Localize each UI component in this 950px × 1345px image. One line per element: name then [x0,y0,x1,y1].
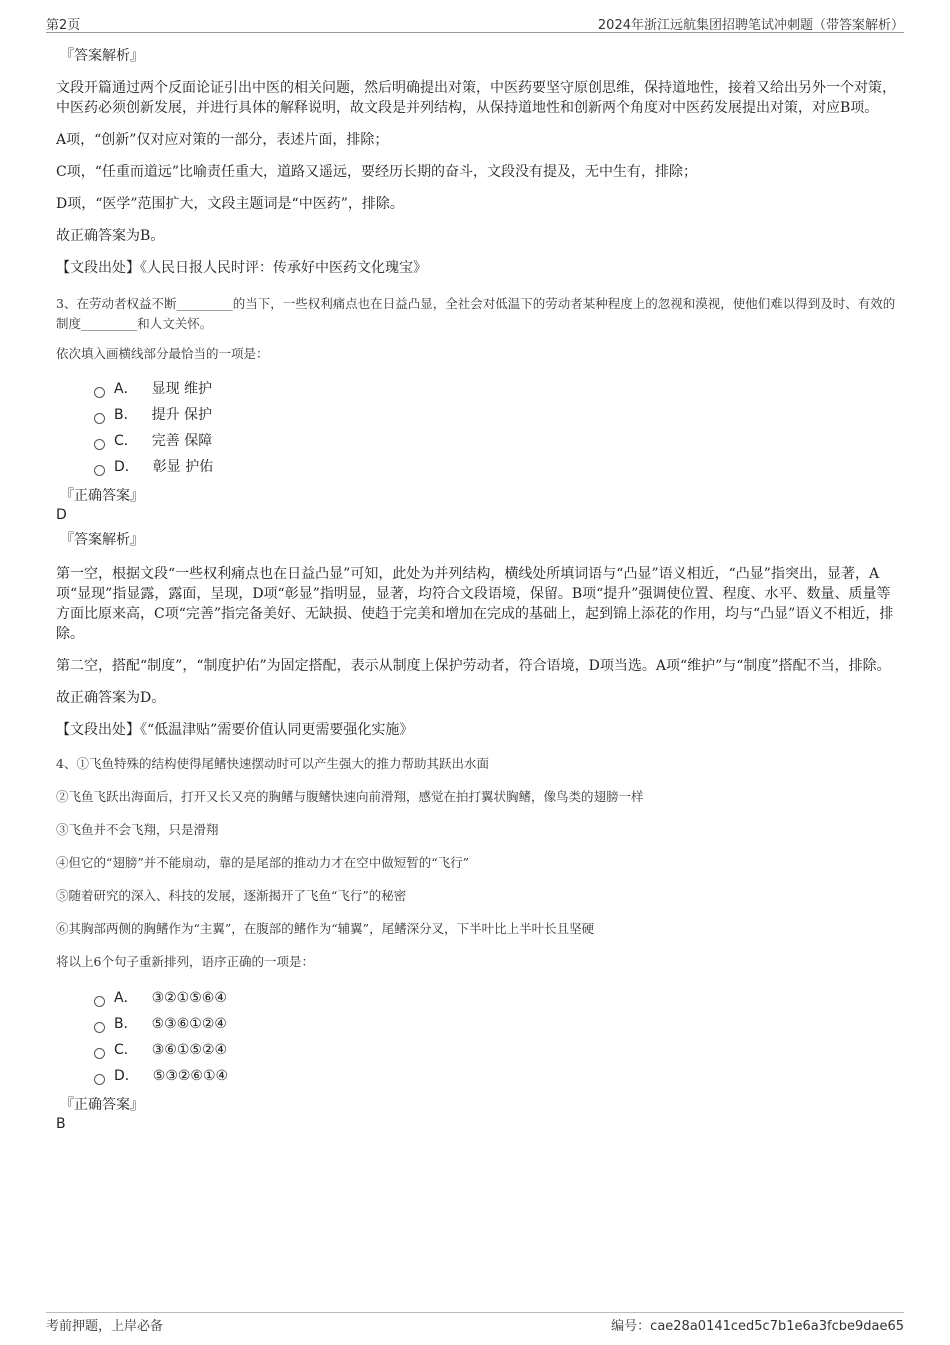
q2-analysis-paragraph: A项，“创新”仅对应对策的一部分，表述片面，排除； [56,132,389,148]
q2-analysis-paragraph: C项，“任重而道远”比喻责任重大，道路又遥远，要经历长期的奋斗，文段没有提及，无中生有，排除； [56,164,698,180]
q3-question: 3、在劳动者权益不断_________的当下，一些权利痛点也在日益凸显，全社会对低温下的劳动者某种程度上的忽视和漠视，使他们难以得到及时、有效的制度_________和人文关怀。 [56,296,896,331]
q4-sentence: ③飞鱼并不会飞翔，只是滑翔 [56,822,219,837]
option-text: ③⑥①⑤②④ [151,1042,228,1058]
footer-slogan: 考前押题，上岸必备 [46,1319,164,1334]
q3-conclusion: 故正确答案为D。 [56,690,166,706]
q4-sentence: ⑤随着研究的深入、科技的发展，逐渐揭开了飞鱼“飞行”的秘密 [56,888,407,903]
q3-analysis-label: 『答案解析』 [60,532,144,548]
document-body [56,46,896,1139]
page-footer [46,1312,904,1334]
radio-icon[interactable] [94,1048,105,1059]
q4-sentence: ④但它的“翅膀”并不能扇动，靠的是尾部的推动力才在空中做短暂的“飞行” [56,855,470,870]
radio-icon[interactable] [94,439,105,450]
document-code: 编号：cae28a0141ced5c7b1e6a3fcbe9dae65 [611,1319,904,1334]
radio-icon[interactable] [94,387,105,398]
q4-option-a[interactable] [94,985,896,1011]
q4-options [94,985,896,1089]
option-text: 显现 维护 [151,381,213,397]
option-text: ⑤③⑥①②④ [151,1016,227,1032]
page-number: 第2页 [46,18,81,33]
q3-option-a[interactable] [94,376,896,402]
q3-option-c[interactable] [94,428,896,454]
option-letter: B． [114,1016,138,1032]
option-text: ③②①⑤⑥④ [151,990,227,1006]
option-text: 完善 保障 [151,433,213,449]
radio-icon[interactable] [94,1022,105,1033]
option-letter: B． [114,407,138,423]
q3-option-d[interactable] [94,454,896,480]
q3-analysis-paragraph: 第二空，搭配“制度”，“制度护佑”为固定搭配，表示从制度上保护劳动者，符合语境，D项当选。A项“维护”与“制度”搭配不当，排除。 [56,658,891,674]
q4-sentence: 4、①飞鱼特殊的结构使得尾鳍快速摆动时可以产生强大的推力帮助其跃出水面 [56,756,489,771]
q3-correct-answer: D [56,507,67,523]
q3-prompt: 依次填入画横线部分最恰当的一项是： [56,346,269,361]
radio-icon[interactable] [94,413,105,424]
option-letter: C． [114,433,138,449]
q2-analysis-label: 『答案解析』 [60,48,144,64]
q4-correct-answer: B [56,1116,66,1132]
q2-conclusion: 故正确答案为B。 [56,228,165,244]
radio-icon[interactable] [94,1074,105,1085]
document-title: 2024年浙江远航集团招聘笔试冲刺题（带答案解析） [597,18,904,33]
option-letter: A． [114,990,138,1006]
option-letter: D． [114,459,139,475]
q4-sentence: ②飞鱼飞跃出海面后，打开又长又亮的胸鳍与腹鳍快速向前滑翔，感觉在拍打翼状胸鳍，像鸟类的翅膀一样 [56,789,644,804]
q4-prompt: 将以上6个句子重新排列，语序正确的一项是： [56,954,314,969]
q4-option-c[interactable] [94,1037,896,1063]
radio-icon[interactable] [94,996,105,1007]
q3-options [94,376,896,480]
option-text: ⑤③②⑥①④ [152,1068,229,1084]
option-letter: C． [114,1042,138,1058]
q4-correct-label: 『正确答案』 [60,1097,144,1113]
option-letter: A． [114,381,138,397]
q3-source: 【文段出处】《“低温津贴”需要价值认同更需要强化实施》 [56,722,414,738]
q2-analysis-paragraph: D项，“医学”范围扩大，文段主题词是“中医药”，排除。 [56,196,404,212]
q4-option-d[interactable] [94,1063,896,1089]
q4-sentence: ⑥其胸部两侧的胸鳍作为“主翼”，在腹部的鳍作为“辅翼”，尾鳍深分叉，下半叶比上半叶长且坚硬 [56,921,595,936]
option-letter: D． [114,1068,139,1084]
q2-analysis-paragraph: 文段开篇通过两个反面论证引出中医的相关问题，然后明确提出对策，中医药要坚守原创思维，保持道地性，接着又给出另外一个对策，中医药必须创新发展，并进行具体的解释说明，故文段是并列结构，从保持道地性和创新两个角度对中医药发展提出对策，对应B项。 [56,80,896,116]
option-text: 彰显 护佑 [152,459,214,475]
option-text: 提升 保护 [151,407,213,423]
q3-correct-label: 『正确答案』 [60,488,144,504]
radio-icon[interactable] [94,465,105,476]
q3-option-b[interactable] [94,402,896,428]
q2-source: 【文段出处】《人民日报人民时评：传承好中医药文化瑰宝》 [56,260,427,276]
q3-analysis-paragraph: 第一空，根据文段“一些权利痛点也在日益凸显”可知，此处为并列结构，横线处所填词语与“凸显”语义相近，“凸显”指突出，显著，A项“显现”指显露，露面，呈现，D项“彰显”指明显，显著，均符合文段语境，保留。B项“提升”强调使位置、程度、水平、数量、质量等方面比原来高，C项“完善”指完备美好、无缺损、使趋于完美和增加在完成的基础上，起到锦上添花的作用，均与“凸显”语义不相近，排除。 [56,566,894,642]
page-header [46,14,904,33]
q4-option-b[interactable] [94,1011,896,1037]
